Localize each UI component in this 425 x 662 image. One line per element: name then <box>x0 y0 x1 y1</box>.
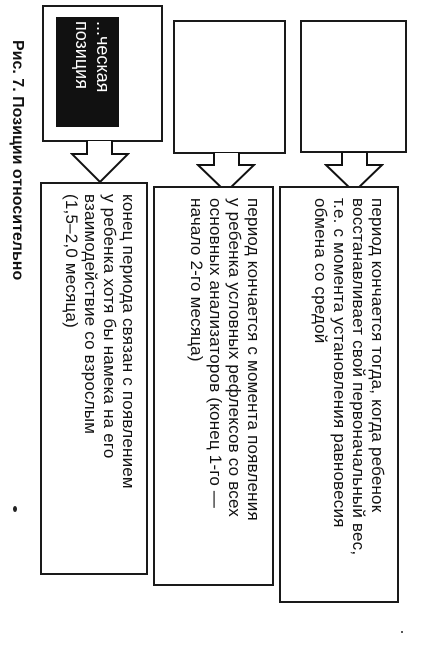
bottom-box-1 <box>40 182 148 575</box>
figure-caption: Рис. 7. Позиции относительно <box>9 40 26 281</box>
down-arrow-1 <box>70 140 130 184</box>
bottom-box-2-text: период кончается с момента появления у ребенка условных рефлексов со всех основных анализаторов (конец 1-го — начало 2-го месяца) <box>187 198 263 521</box>
top-box-1-label: ...ческая позиция <box>72 21 113 93</box>
bottom-box-3-text: период кончается тогда, когда ребенок восстанавливает свой первоначальный вес, т.е. с момента установления равновесия обмена со средой <box>311 198 387 556</box>
bottom-box-2 <box>153 186 274 586</box>
dark-label-block <box>56 17 119 127</box>
scan-speck <box>13 506 17 512</box>
top-box-3 <box>300 20 407 153</box>
figure-caption-wrap <box>2 40 26 370</box>
top-box-2 <box>173 20 286 154</box>
bottom-box-3 <box>279 186 399 603</box>
scan-speck <box>401 631 403 633</box>
top-box-1 <box>42 5 163 142</box>
bottom-box-1-text: конец периода связан с появлением у ребенка хотя бы намека на его взаимодействие со взрослым (1,5–2,0 месяца) <box>62 194 138 489</box>
